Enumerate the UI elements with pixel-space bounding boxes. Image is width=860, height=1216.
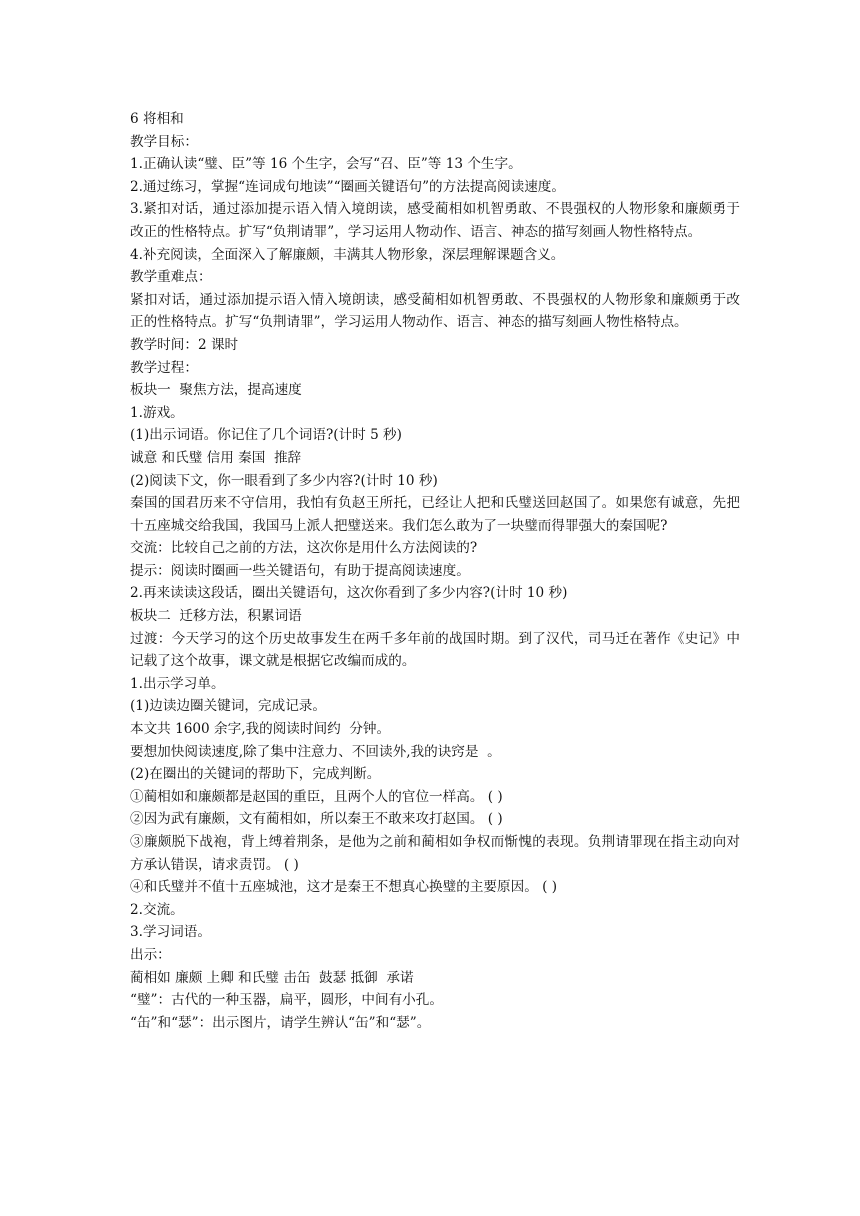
judge-item-1: ①蔺相如和廉颇都是赵国的重臣，且两个人的官位一样高。 ( ) [130, 788, 503, 805]
fou-se-note: “缶”和“瑟”：出示图片，请学生辨认“缶”和“瑟”。 [130, 1014, 431, 1031]
block2-show: 出示： [130, 946, 171, 963]
bi-note: “璧”：古代的一种玉器，扁平，圆形，中间有小孔。 [130, 992, 443, 1009]
difficulty-text: 紧扣对话，通过添加提示语入情入境朗读，感受蔺相如机智勇敢、不畏强权的人物形象和廉颇勇于改正的性格特点。扩写“负荆请罪”，学习运用人物动作、语言、神态的描写刻画人物性格特点。 [130, 291, 740, 331]
block1-item-1: 1.游戏。 [130, 404, 184, 421]
block2-vocab: 蔺相如 廉颇 上卿 和氏璧 击缶 鼓瑟 抵御 承诺 [130, 969, 414, 986]
objective-1: 1.正确认读“璧、臣”等 16 个生字，会写“召、臣”等 13 个生字。 [130, 156, 522, 173]
block1-hint: 提示：阅读时圈画一些关键语句，有助于提高阅读速度。 [130, 562, 470, 579]
block1-item-2: 2.再来读读这段话，圈出关键语句，这次你看到了多少内容?(计时 10 秒) [130, 585, 568, 602]
block1-sub-2: (2)阅读下文，你一眼看到了多少内容?(计时 10 秒) [130, 472, 438, 489]
block2-heading: 板块二 迁移方法，积累词语 [130, 608, 302, 625]
block1-passage: 秦国的国君历来不守信用，我怕有负赵王所托，已经让人把和氏璧送回赵国了。如果您有诚意，先把十五座城交给我国，我国马上派人把璧送来。我们怎么敢为了一块璧而得罪强大的秦国呢? [130, 495, 740, 534]
objectives-heading: 教学目标： [130, 133, 198, 150]
block2-transition: 过渡：今天学习的这个历史故事发生在两千多年前的战国时期。到了汉代，司马迁在著作《史记》中记载了这个故事，课文就是根据它改编而成的。 [130, 630, 740, 670]
block2-item-1: 1.出示学习单。 [130, 675, 225, 692]
judge-item-2: ②因为武有廉颇，文有蔺相如，所以秦王不敢来攻打赵国。 ( ) [130, 811, 503, 828]
teaching-time: 教学时间：2 课时 [130, 336, 239, 353]
block1-words: 诚意 和氏璧 信用 秦国 推辞 [130, 449, 302, 466]
objective-3: 3.紧扣对话，通过添加提示语入情入境朗读，感受蔺相如机智勇敢、不畏强权的人物形象和廉颇勇于改正的性格特点。扩写“负荆请罪”，学习运用人物动作、语言、神态的描写刻画人物性格特点。 [130, 201, 740, 240]
objective-4: 4.补充阅读，全面深入了解廉颇，丰满其人物形象，深层理解课题含义。 [130, 246, 565, 263]
difficulty-heading: 教学重难点： [130, 269, 212, 286]
judge-item-4: ④和氏璧并不值十五座城池，这才是秦王不想真心换璧的主要原因。 ( ) [130, 879, 558, 896]
process-heading: 教学过程： [130, 359, 198, 376]
objective-2: 2.通过练习，掌握“连词成句地读”“圈画关键语句”的方法提高阅读速度。 [130, 178, 565, 195]
block2-sub-2: (2)在圈出的关键词的帮助下，完成判断。 [130, 766, 381, 783]
block2-sub-1: (1)边读边圈关键词，完成记录。 [130, 698, 326, 715]
block2-item-2: 2.交流。 [130, 901, 184, 918]
judge-item-3: ③廉颇脱下战袍，背上缚着荆条，是他为之前和蔺相如争权而惭愧的表现。负荆请罪现在指主动向对方承认错误，请求责罚。 ( ) [130, 834, 740, 873]
lesson-title: 6 将相和 [130, 111, 184, 127]
block1-sub-1: (1)出示词语。你记住了几个词语?(计时 5 秒) [130, 427, 402, 444]
block2-record-2: 要想加快阅读速度,除了集中注意力、不回读外,我的诀窍是 。 [130, 743, 501, 760]
block1-heading: 板块一 聚焦方法，提高速度 [130, 382, 302, 399]
document-page [130, 108, 740, 1034]
block2-item-3: 3.学习词语。 [130, 924, 211, 941]
block2-record-1: 本文共 1600 余字,我的阅读时间约 分钟。 [130, 721, 391, 738]
block1-exchange: 交流：比较自己之前的方法，这次你是用什么方法阅读的? [130, 540, 478, 557]
